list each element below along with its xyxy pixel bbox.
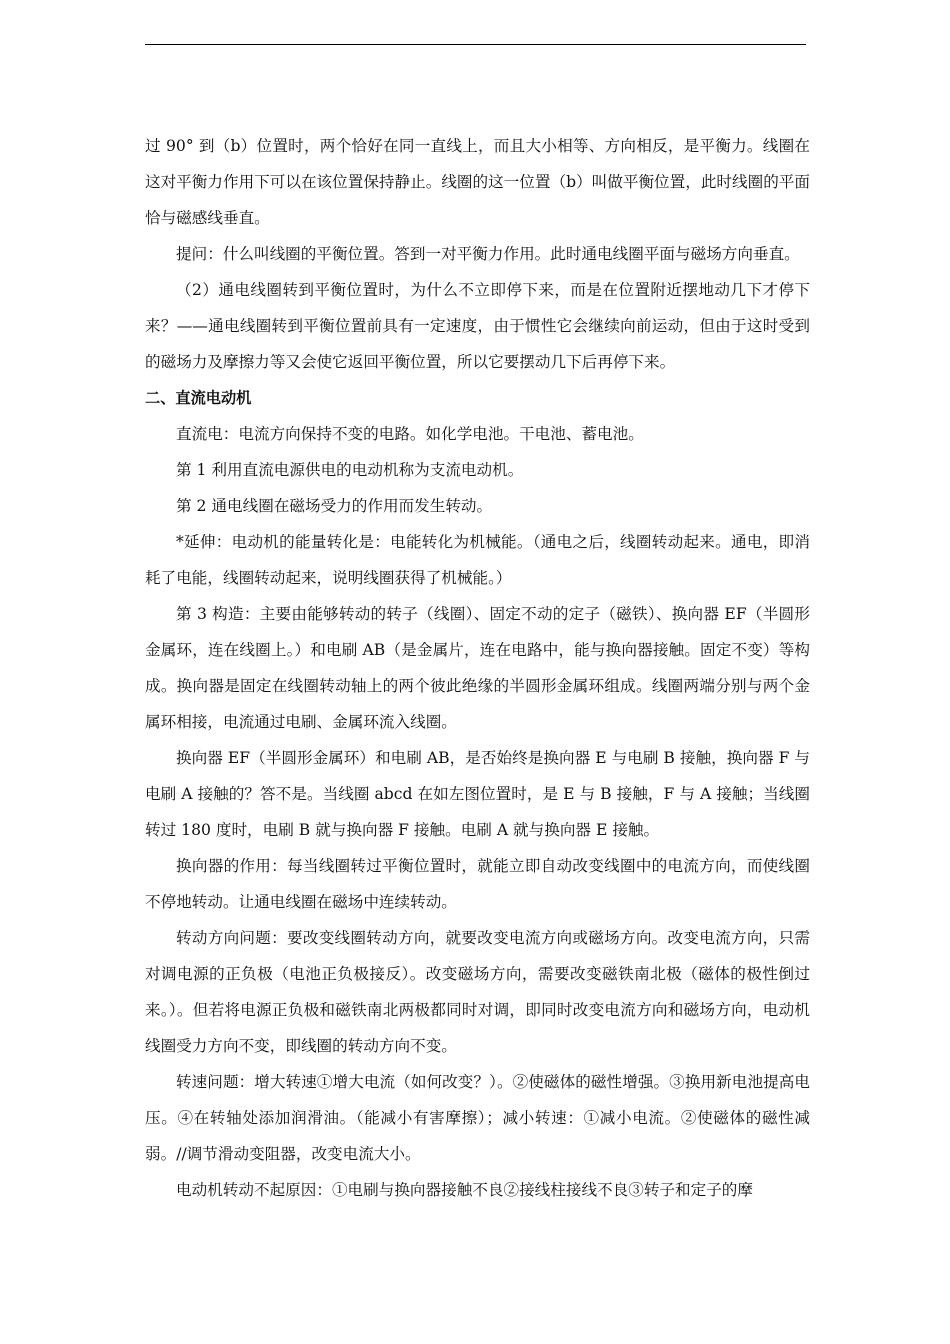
document-body — [145, 128, 810, 1208]
paragraph-equilibrium: 过 90° 到（b）位置时，两个恰好在同一直线上，而且大小相等、方向相反，是平衡力。线圈在这对平衡力作用下可以在该位置保持静止。线圈的这一位置（b）叫做平衡位置，此时线圈的平面恰与磁感线垂直。 — [145, 137, 810, 227]
paragraph-question-swing: （2）通电线圈转到平衡位置时，为什么不立即停下来，而是在位置附近摆地动几下才停下来？——通电线圈转到平衡位置前具有一定速度，由于惯性它会继续向前运动，但由于这时受到的磁场力及摩擦力等又会使它返回平衡位置，所以它要摆动几下后再停下来。 — [145, 281, 810, 371]
paragraph-extension: *延伸：电动机的能量转化是：电能转化为机械能。（通电之后，线圈转动起来。通电，即消耗了电能，线圈转动起来，说明线圈获得了机械能。） — [145, 533, 810, 587]
paragraph-failure-reasons: 电动机转动不起原因：①电刷与换向器接触不良②接线柱接线不良③转子和定子的摩 — [176, 1181, 753, 1199]
paragraph-commutator-contact: 换向器 EF（半圆形金属环）和电刷 AB，是否始终是换向器 E 与电刷 B 接触，换向器 F 与电刷 A 接触的？答不是。当线圈 abcd 在如左图位置时，是 E 与 B 接触，F 与 A 接触；当线圈转过 180 度时，电刷 B 就与换向器 F 接触。电刷 A 就与换向器 E 接触。 — [145, 749, 810, 839]
paragraph-rotation-speed: 转速问题：增大转速①增大电流（如何改变？）。②使磁体的磁性增强。③换用新电池提高电压。④在转轴处添加润滑油。（能减小有害摩擦）；减小转速：①减小电流。②使磁体的磁性减弱。//调节滑动变阻器，改变电流大小。 — [145, 1073, 810, 1163]
paragraph-commutator-function: 换向器的作用：每当线圈转过平衡位置时，就能立即自动改变线圈中的电流方向，而使线圈不停地转动。让通电线圈在磁场中连续转动。 — [145, 857, 810, 911]
section-heading-dc-motor: 二、直流电动机 — [145, 389, 252, 407]
paragraph-point-2: 第 2 通电线圈在磁场受力的作用而发生转动。 — [176, 497, 493, 515]
paragraph-question-balance: 提问：什么叫线圈的平衡位置。答到一对平衡力作用。此时通电线圈平面与磁场方向垂直。 — [176, 245, 800, 263]
header-rule — [145, 44, 806, 45]
paragraph-structure: 第 3 构造：主要由能够转动的转子（线圈）、固定不动的定子（磁铁）、换向器 EF（半圆形金属环，连在线圈上。）和电刷 AB（是金属片，连在电路中，能与换向器接触。固定不变）等构成。换向器是固定在线圈转动轴上的两个彼此绝缘的半圆形金属环组成。线圈两端分别与两个金属环相接，电流通过电刷、金属环流入线圈。 — [145, 605, 810, 731]
paragraph-point-1: 第 1 利用直流电源供电的电动机称为支流电动机。 — [176, 461, 524, 479]
paragraph-direct-current: 直流电：电流方向保持不变的电路。如化学电池。干电池、蓄电池。 — [176, 425, 644, 443]
paragraph-rotation-direction: 转动方向问题：要改变线圈转动方向，就要改变电流方向或磁场方向。改变电流方向，只需对调电源的正负极（电池正负极接反）。改变磁场方向，需要改变磁铁南北极（磁体的极性倒过来。）。但若将电源正负极和磁铁南北两极都同时对调，即同时改变电流方向和磁场方向，电动机线圈受力方向不变，即线圈的转动方向不变。 — [145, 929, 810, 1055]
